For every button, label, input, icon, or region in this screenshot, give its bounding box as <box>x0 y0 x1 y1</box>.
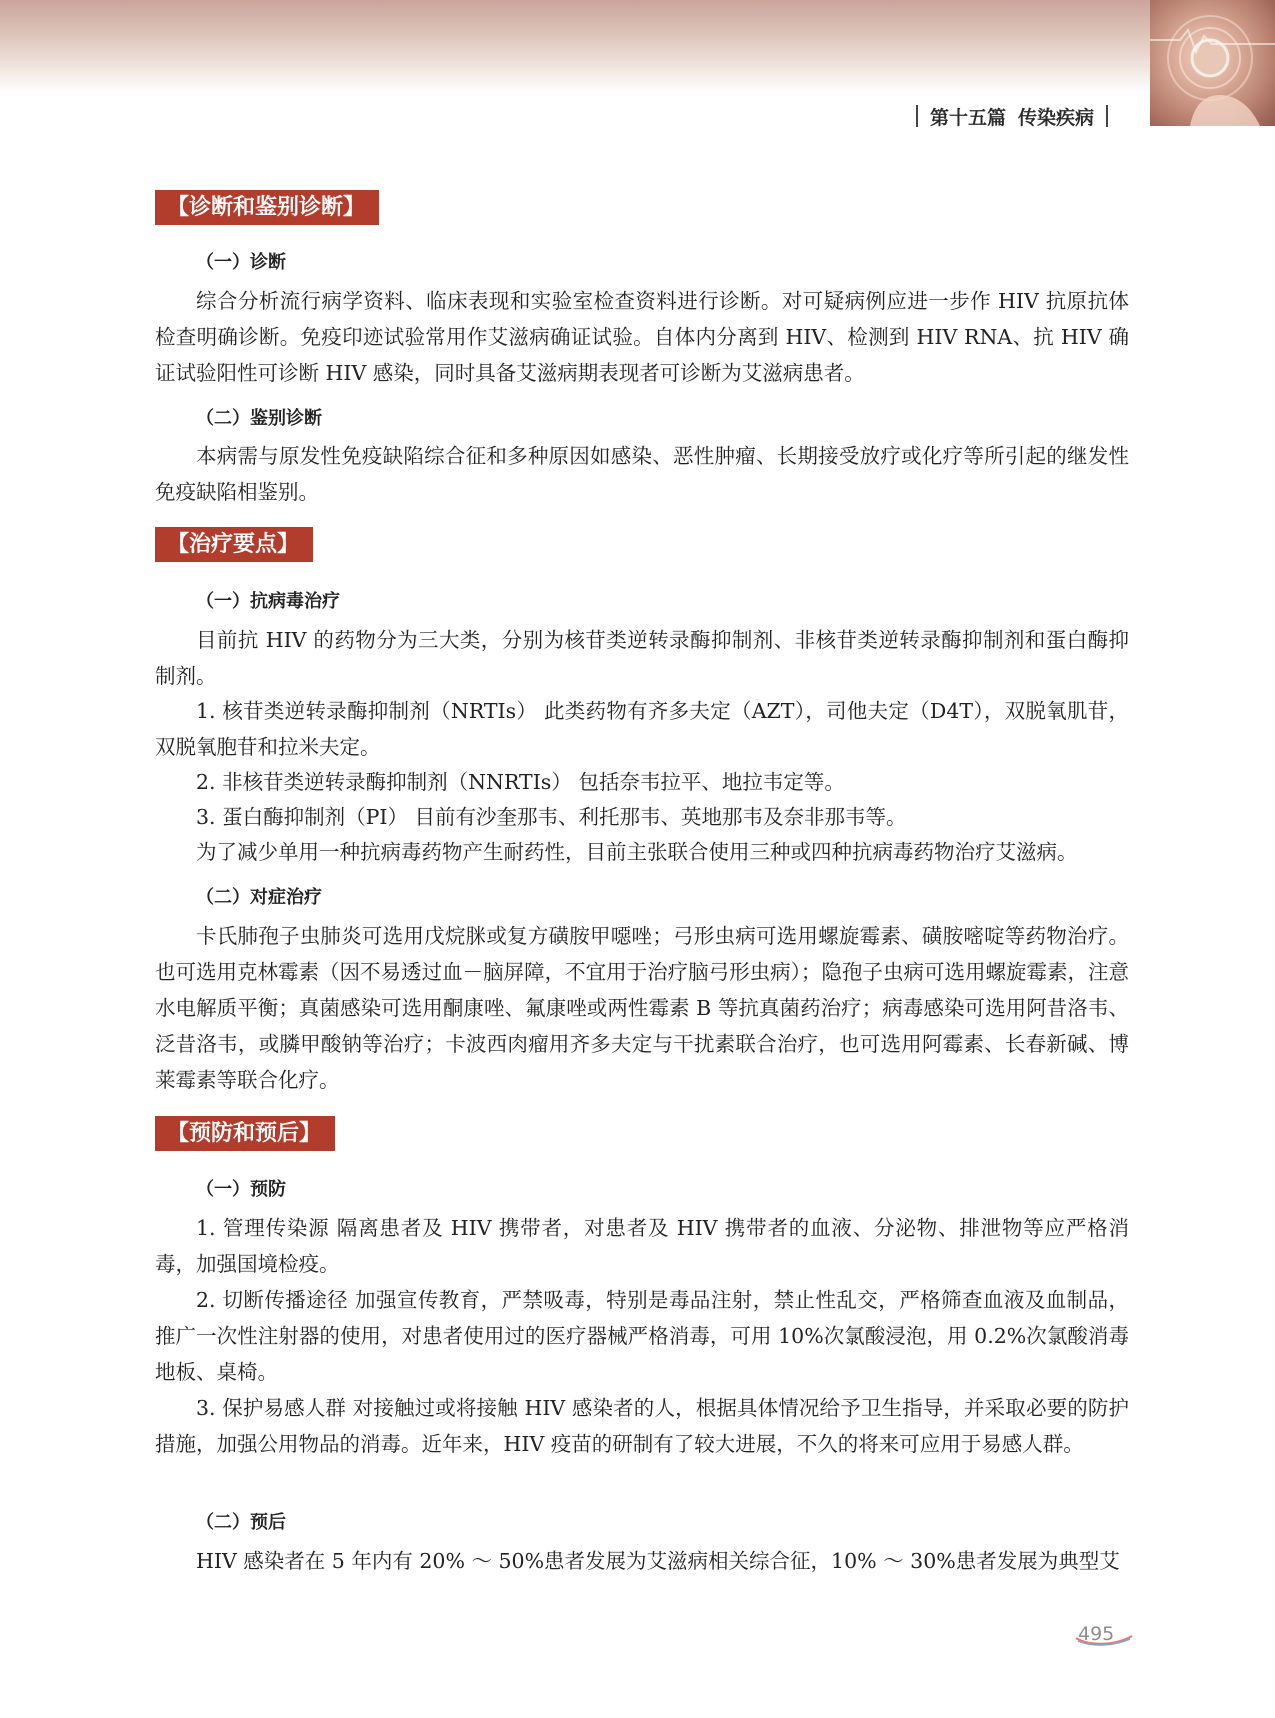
subheading-prognosis: （二）预后 <box>196 1512 286 1533</box>
subheading-diagnosis: （一）诊断 <box>196 252 286 273</box>
subheading-symptomatic: （二）对症治疗 <box>196 887 322 908</box>
paragraph: 综合分析流行病学资料、临床表现和实验室检查资料进行诊断。对可疑病例应进一步作 HIV 抗原抗体检查明确诊断。免疫印迹试验常用作艾滋病确证试验。自体内分离到 HIV、检测到 HIV RNA、抗 HIV 确证试验阳性可诊断 HIV 感染，同时具备艾滋病期表现者可诊断为艾滋病患者。 <box>155 289 1129 385</box>
paragraph: 为了减少单用一种抗病毒药物产生耐药性，目前主张联合使用三种或四种抗病毒药物治疗艾滋病。 <box>196 840 1078 864</box>
divider <box>916 105 918 127</box>
subject-label: 传染疾病 <box>1018 106 1095 129</box>
running-head <box>916 103 1108 129</box>
paragraph: HIV 感染者在 5 年内有 20% ～ 50%患者发展为艾滋病相关综合征，10% ～ 30%患者发展为典型艾 <box>196 1549 1120 1573</box>
part-label: 第十五篇 <box>930 106 1007 129</box>
subheading-differential: （二）鉴别诊断 <box>196 408 322 429</box>
divider <box>1106 105 1108 127</box>
section-header-treatment: 【治疗要点】 <box>155 527 313 562</box>
section-header-prevention: 【预防和预后】 <box>155 1116 335 1151</box>
paragraph: 2. 切断传播途径 加强宣传教育，严禁吸毒，特别是毒品注射，禁止性乱交，严格筛查血液及血制品，推广一次性注射器的使用，对患者使用过的医疗器械严格消毒，可用 10%次氯酸浸泡，用 0.2%次氯酸消毒地板、桌椅。 <box>155 1288 1129 1384</box>
header-band <box>0 0 1275 92</box>
paragraph: 3. 保护易感人群 对接触过或将接触 HIV 感染者的人，根据具体情况给予卫生指导，并采取必要的防护措施，加强公用物品的消毒。近年来，HIV 疫苗的研制有了较大进展，不久的将来可应用于易感人群。 <box>155 1396 1129 1456</box>
paragraph: 3. 蛋白酶抑制剂（PI） 目前有沙奎那韦、利托那韦、英地那韦及奈非那韦等。 <box>196 805 907 829</box>
paragraph: 1. 管理传染源 隔离患者及 HIV 携带者，对患者及 HIV 携带者的血液、分泌物、排泄物等应严格消毒，加强国境检疫。 <box>155 1216 1129 1276</box>
subheading-prevention: （一）预防 <box>196 1179 286 1200</box>
paragraph: 卡氏肺孢子虫肺炎可选用戊烷脒或复方磺胺甲噁唑；弓形虫病可选用螺旋霉素、磺胺嘧啶等药物治疗。也可选用克林霉素（因不易透过血－脑屏障，不宜用于治疗脑弓形虫病）；隐孢子虫病可选用螺旋霉素，注意水电解质平衡；真菌感染可选用酮康唑、氟康唑或两性霉素 B 等抗真菌药治疗；病毒感染可选用阿昔洛韦、泛昔洛韦，或膦甲酸钠等治疗；卡波西肉瘤用齐多夫定与干扰素联合治疗，也可选用阿霉素、长春新碱、博莱霉素等联合化疗。 <box>155 924 1129 1092</box>
paragraph: 本病需与原发性免疫缺陷综合征和多种原因如感染、恶性肿瘤、长期接受放疗或化疗等所引起的继发性免疫缺陷相鉴别。 <box>155 444 1129 504</box>
paragraph: 2. 非核苷类逆转录酶抑制剂（NNRTIs） 包括奈韦拉平、地拉韦定等。 <box>196 770 845 794</box>
section-header-diagnosis: 【诊断和鉴别诊断】 <box>155 190 379 225</box>
subheading-antiviral: （一）抗病毒治疗 <box>196 591 340 612</box>
paragraph: 目前抗 HIV 的药物分为三大类，分别为核苷类逆转录酶抑制剂、非核苷类逆转录酶抑制剂和蛋白酶抑制剂。 <box>155 628 1129 688</box>
page-number: 495 <box>1078 1623 1115 1645</box>
paragraph: 1. 核苷类逆转录酶抑制剂（NRTIs） 此类药物有齐多夫定（AZT），司他夫定（D4T），双脱氧肌苷，双脱氧胞苷和拉米夫定。 <box>155 699 1129 759</box>
stethoscope-image <box>1150 0 1275 126</box>
